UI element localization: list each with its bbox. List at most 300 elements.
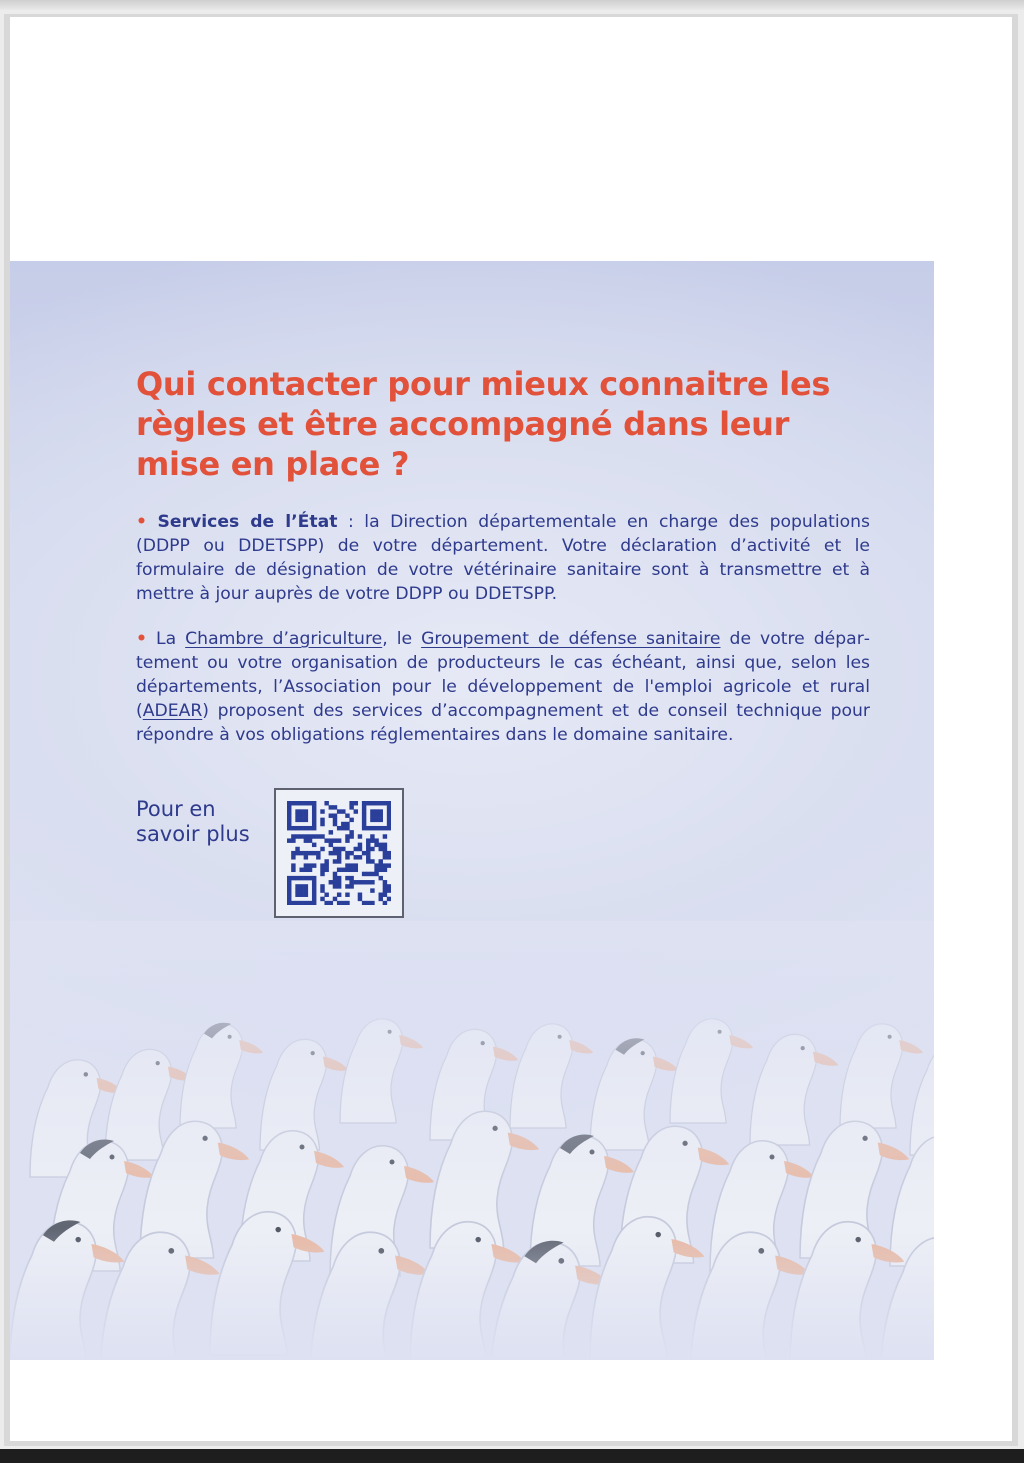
- qr-module: [374, 863, 378, 867]
- qr-module: [329, 838, 333, 842]
- qr-module: [370, 880, 374, 884]
- qr-module: [312, 901, 316, 905]
- qr-module: [345, 838, 349, 842]
- qr-module: [287, 884, 291, 888]
- qr-module: [316, 834, 320, 838]
- qr-module: [312, 805, 316, 809]
- qr-module: [316, 855, 320, 859]
- paragraph-state-services: [136, 510, 870, 606]
- qr-module: [320, 809, 324, 813]
- qr-module: [320, 868, 324, 872]
- qr-module: [379, 801, 383, 805]
- qr-module: [320, 818, 324, 822]
- qr-module: [295, 893, 299, 897]
- qr-module: [358, 855, 362, 859]
- qr-module: [337, 893, 341, 897]
- qr-module: [366, 872, 370, 876]
- qr-module: [304, 855, 308, 859]
- qr-module: [354, 809, 358, 813]
- qr-module: [387, 888, 391, 892]
- qr-module: [299, 834, 303, 838]
- qr-module: [333, 851, 337, 855]
- qr-module: [349, 805, 353, 809]
- qr-module: [366, 826, 370, 830]
- qr-module: [341, 826, 345, 830]
- qr-module: [349, 884, 353, 888]
- qr-module: [295, 813, 299, 817]
- qr-module: [291, 851, 295, 855]
- qr-module: [349, 801, 353, 805]
- qr-module: [287, 813, 291, 817]
- support-text-2: ) proposent des services d’accompagnement et de conseil technique pour répondre à vos obligations réglementaires dans le domaine sanitaire.: [136, 701, 870, 745]
- qr-module: [374, 872, 378, 876]
- qr-module: [358, 834, 362, 838]
- qr-module: [379, 809, 383, 813]
- qr-module: [341, 868, 345, 872]
- qr-module: [387, 897, 391, 901]
- qr-module: [287, 822, 291, 826]
- qr-module: [337, 876, 341, 880]
- qr-module: [370, 872, 374, 876]
- qr-module: [333, 897, 337, 901]
- qr-module: [345, 834, 349, 838]
- qr-module: [341, 901, 345, 905]
- qr-module: [324, 801, 328, 805]
- qr-module: [304, 818, 308, 822]
- qr-module: [349, 868, 353, 872]
- qr-module: [387, 818, 391, 822]
- qr-module: [387, 851, 391, 855]
- qr-module: [341, 822, 345, 826]
- qr-module: [295, 801, 299, 805]
- qr-module: [329, 880, 333, 884]
- state-services-text: : la Direction départementale en charge des populations (DDPP ou DDETSPP) de votre département. Votre déclaration d’activité et le formulaire de désignation de votre vétérinaire sanitaire sont à transmettre et à mettre à jour auprès de votre DDPP ou DDETSPP.: [136, 512, 870, 604]
- qr-module: [291, 834, 295, 838]
- qr-module: [362, 901, 366, 905]
- qr-module: [379, 893, 383, 897]
- qr-module: [320, 822, 324, 826]
- qr-module: [304, 868, 308, 872]
- qr-module: [383, 868, 387, 872]
- qr-module: [379, 868, 383, 872]
- qr-module: [312, 893, 316, 897]
- groupement-defense-sanitaire-link[interactable]: Groupement de défense sanitaire: [421, 629, 721, 649]
- qr-module: [333, 838, 337, 842]
- qr-module: [345, 901, 349, 905]
- qr-module: [291, 876, 295, 880]
- qr-module: [366, 838, 370, 842]
- qr-module: [304, 893, 308, 897]
- qr-code[interactable]: [274, 788, 404, 918]
- qr-module: [312, 897, 316, 901]
- qr-module: [308, 834, 312, 838]
- qr-module: [295, 876, 299, 880]
- qr-module: [349, 851, 353, 855]
- top-strip: [0, 0, 1024, 10]
- qr-module: [383, 855, 387, 859]
- support-intro: La: [147, 629, 186, 649]
- qr-module: [383, 884, 387, 888]
- page-title: Qui contacter pour mieux connaitre les règles et être accompagné dans leur mise en place ?: [136, 365, 831, 483]
- qr-module: [333, 884, 337, 888]
- qr-module: [312, 834, 316, 838]
- qr-module: [345, 884, 349, 888]
- qr-module: [383, 843, 387, 847]
- qr-module: [312, 880, 316, 884]
- qr-module: [383, 893, 387, 897]
- qr-module: [333, 822, 337, 826]
- qr-module: [366, 859, 370, 863]
- qr-module: [308, 876, 312, 880]
- qr-module: [299, 851, 303, 855]
- qr-module: [362, 805, 366, 809]
- qr-module: [333, 847, 337, 851]
- qr-module: [387, 855, 391, 859]
- qr-module: [366, 851, 370, 855]
- qr-module: [329, 830, 333, 834]
- qr-module: [308, 851, 312, 855]
- qr-module: [337, 809, 341, 813]
- qr-module: [312, 888, 316, 892]
- qr-module: [358, 897, 362, 901]
- qr-module: [287, 826, 291, 830]
- qr-module: [374, 801, 378, 805]
- qr-module: [370, 888, 374, 892]
- qr-module: [379, 813, 383, 817]
- qr-module: [320, 872, 324, 876]
- qr-module: [312, 801, 316, 805]
- support-text-1: de votre département ou votre organisation de producteurs le cas échéant, ainsi que, selon les départements, l’Association pour le développement de l'emploi agricole et rural (: [136, 629, 870, 721]
- qr-module: [295, 901, 299, 905]
- qr-module: [312, 876, 316, 880]
- qr-module: [287, 805, 291, 809]
- qr-module: [312, 818, 316, 822]
- qr-module: [329, 851, 333, 855]
- qr-module: [337, 901, 341, 905]
- qr-module: [287, 809, 291, 813]
- qr-module: [320, 884, 324, 888]
- qr-module: [287, 893, 291, 897]
- bullet-marker: •: [136, 512, 147, 532]
- qr-module: [374, 843, 378, 847]
- qr-module: [304, 863, 308, 867]
- paragraph-support-services: [136, 627, 870, 747]
- qr-module: [387, 805, 391, 809]
- qr-module: [308, 901, 312, 905]
- qr-module: [324, 859, 328, 863]
- qr-module: [324, 901, 328, 905]
- qr-module: [333, 813, 337, 817]
- qr-module: [379, 818, 383, 822]
- qr-module: [379, 859, 383, 863]
- qr-module: [308, 838, 312, 842]
- qr-module: [379, 826, 383, 830]
- qr-module: [324, 863, 328, 867]
- qr-module: [295, 818, 299, 822]
- qr-module: [374, 813, 378, 817]
- qr-module: [337, 868, 341, 872]
- qr-module: [370, 813, 374, 817]
- qr-module: [299, 868, 303, 872]
- qr-module: [362, 809, 366, 813]
- qr-module: [312, 843, 316, 847]
- qr-module: [312, 809, 316, 813]
- qr-module: [337, 838, 341, 842]
- qr-module: [333, 876, 337, 880]
- qr-module: [308, 826, 312, 830]
- qr-module: [291, 868, 295, 872]
- qr-module: [354, 855, 358, 859]
- qr-module: [320, 847, 324, 851]
- qr-module: [366, 880, 370, 884]
- qr-module: [316, 851, 320, 855]
- qr-module: [333, 859, 337, 863]
- qr-module: [295, 851, 299, 855]
- qr-module: [287, 801, 291, 805]
- qr-module: [387, 813, 391, 817]
- qr-module: [362, 872, 366, 876]
- qr-module: [312, 826, 316, 830]
- qr-module: [333, 872, 337, 876]
- qr-module: [295, 834, 299, 838]
- qr-module: [337, 847, 341, 851]
- adear-link[interactable]: ADEAR: [142, 701, 203, 721]
- qr-module: [312, 851, 316, 855]
- qr-module: [299, 888, 303, 892]
- qr-module: [354, 801, 358, 805]
- qr-module: [366, 843, 370, 847]
- qr-module: [320, 834, 324, 838]
- qr-module: [345, 826, 349, 830]
- ducks-photo: [10, 921, 934, 1360]
- qr-module: [370, 801, 374, 805]
- qr-module: [354, 880, 358, 884]
- qr-module: [291, 863, 295, 867]
- qr-module: [370, 847, 374, 851]
- qr-code-icon: [287, 801, 391, 905]
- qr-module: [304, 809, 308, 813]
- content-panel: [10, 261, 934, 1360]
- bottom-bar: [0, 1449, 1024, 1463]
- qr-module: [383, 851, 387, 855]
- qr-module: [299, 818, 303, 822]
- qr-module: [383, 863, 387, 867]
- qr-module: [337, 880, 341, 884]
- qr-module: [370, 826, 374, 830]
- qr-module: [320, 897, 324, 901]
- qr-module: [287, 880, 291, 884]
- qr-module: [312, 884, 316, 888]
- qr-module: [349, 830, 353, 834]
- qr-module: [299, 801, 303, 805]
- qr-module: [366, 901, 370, 905]
- qr-module: [287, 838, 291, 842]
- qr-module: [337, 855, 341, 859]
- bullet-marker: •: [136, 629, 147, 649]
- qr-module: [324, 838, 328, 842]
- qr-module: [324, 868, 328, 872]
- qr-module: [304, 884, 308, 888]
- qr-module: [383, 888, 387, 892]
- qr-module: [349, 880, 353, 884]
- qr-module: [329, 805, 333, 809]
- qr-module: [295, 884, 299, 888]
- qr-module: [362, 851, 366, 855]
- qr-module: [374, 838, 378, 842]
- qr-module: [362, 801, 366, 805]
- qr-module: [333, 805, 337, 809]
- qr-module: [358, 843, 362, 847]
- qr-module: [320, 863, 324, 867]
- qr-module: [341, 847, 345, 851]
- qr-module: [291, 838, 295, 842]
- more-info-line-2: savoir plus: [136, 822, 250, 846]
- qr-module: [379, 876, 383, 880]
- qr-module: [337, 859, 341, 863]
- qr-module: [370, 901, 374, 905]
- qr-module: [383, 901, 387, 905]
- qr-module: [287, 901, 291, 905]
- qr-module: [299, 826, 303, 830]
- qr-module: [383, 847, 387, 851]
- support-sep: , le: [382, 629, 422, 649]
- qr-module: [304, 801, 308, 805]
- qr-module: [349, 818, 353, 822]
- qr-module: [354, 868, 358, 872]
- qr-module: [295, 809, 299, 813]
- qr-module: [287, 876, 291, 880]
- qr-module: [304, 826, 308, 830]
- qr-module: [349, 876, 353, 880]
- qr-module: [299, 813, 303, 817]
- qr-module: [312, 822, 316, 826]
- qr-module: [345, 876, 349, 880]
- qr-module: [312, 863, 316, 867]
- qr-module: [299, 876, 303, 880]
- qr-module: [341, 809, 345, 813]
- qr-module: [333, 818, 337, 822]
- qr-module: [295, 888, 299, 892]
- qr-module: [287, 897, 291, 901]
- qr-module: [345, 851, 349, 855]
- qr-module: [349, 863, 353, 867]
- qr-module: [370, 809, 374, 813]
- qr-module: [374, 809, 378, 813]
- qr-module: [304, 813, 308, 817]
- qr-module: [345, 813, 349, 817]
- qr-module: [354, 863, 358, 867]
- qr-module: [308, 868, 312, 872]
- qr-module: [374, 868, 378, 872]
- qr-module: [291, 826, 295, 830]
- qr-module: [354, 847, 358, 851]
- qr-module: [329, 843, 333, 847]
- qr-module: [287, 818, 291, 822]
- qr-module: [329, 813, 333, 817]
- qr-module: [337, 851, 341, 855]
- qr-module: [383, 880, 387, 884]
- qr-module: [304, 834, 308, 838]
- qr-module: [295, 826, 299, 830]
- qr-module: [345, 855, 349, 859]
- qr-module: [374, 818, 378, 822]
- qr-module: [383, 801, 387, 805]
- qr-module: [358, 893, 362, 897]
- qr-module: [308, 801, 312, 805]
- qr-module: [312, 813, 316, 817]
- qr-module: [370, 818, 374, 822]
- qr-module: [362, 818, 366, 822]
- qr-module: [304, 901, 308, 905]
- qr-module: [291, 855, 295, 859]
- qr-module: [337, 884, 341, 888]
- qr-module: [358, 847, 362, 851]
- more-info-line-1: Pour en: [136, 797, 216, 821]
- qr-module: [370, 859, 374, 863]
- qr-module: [362, 880, 366, 884]
- qr-module: [358, 880, 362, 884]
- qr-module: [329, 901, 333, 905]
- qr-module: [370, 838, 374, 842]
- qr-module: [383, 826, 387, 830]
- qr-module: [370, 834, 374, 838]
- qr-module: [333, 880, 337, 884]
- qr-module: [387, 863, 391, 867]
- qr-module: [366, 855, 370, 859]
- qr-module: [299, 884, 303, 888]
- state-services-label: Services de l’État: [157, 512, 338, 532]
- qr-module: [349, 834, 353, 838]
- qr-module: [362, 822, 366, 826]
- qr-module: [295, 847, 299, 851]
- qr-module: [379, 897, 383, 901]
- qr-module: [345, 863, 349, 867]
- qr-module: [304, 876, 308, 880]
- qr-module: [387, 809, 391, 813]
- qr-module: [387, 822, 391, 826]
- qr-module: [379, 863, 383, 867]
- qr-module: [366, 801, 370, 805]
- qr-module: [383, 834, 387, 838]
- more-info-label: [136, 797, 250, 847]
- qr-module: [345, 822, 349, 826]
- qr-module: [379, 847, 383, 851]
- qr-module: [374, 826, 378, 830]
- qr-module: [287, 888, 291, 892]
- qr-module: [362, 813, 366, 817]
- qr-module: [291, 901, 295, 905]
- qr-module: [308, 863, 312, 867]
- qr-module: [345, 868, 349, 872]
- qr-module: [304, 888, 308, 892]
- qr-module: [387, 826, 391, 830]
- qr-module: [387, 801, 391, 805]
- chambre-agriculture-link[interactable]: Chambre d’agriculture: [185, 629, 383, 649]
- qr-module: [299, 901, 303, 905]
- qr-module: [304, 838, 308, 842]
- qr-module: [299, 809, 303, 813]
- qr-module: [299, 893, 303, 897]
- qr-module: [366, 847, 370, 851]
- qr-module: [345, 893, 349, 897]
- qr-module: [362, 826, 366, 830]
- qr-module: [320, 888, 324, 892]
- qr-module: [291, 801, 295, 805]
- qr-module: [337, 826, 341, 830]
- qr-module: [304, 851, 308, 855]
- qr-module: [324, 893, 328, 897]
- qr-module: [387, 884, 391, 888]
